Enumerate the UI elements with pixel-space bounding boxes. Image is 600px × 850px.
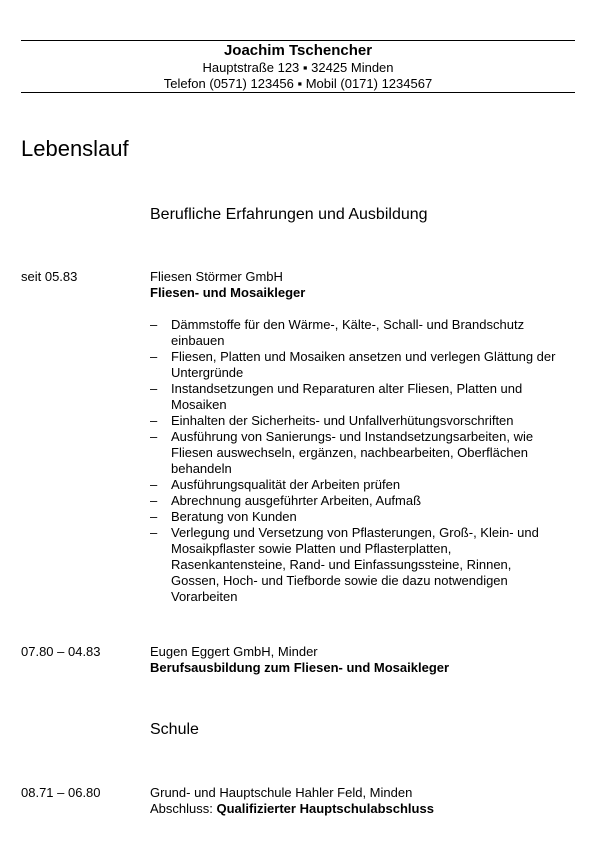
degree-value: Qualifizierter Hauptschulabschluss bbox=[216, 801, 434, 816]
dash-bullet: – bbox=[150, 317, 158, 332]
dash-bullet: – bbox=[150, 429, 158, 444]
school-degree bbox=[150, 801, 434, 817]
dash-bullet: – bbox=[150, 413, 158, 428]
document-title: Lebenslauf bbox=[21, 136, 129, 161]
task-item: – Einhalten der Sicherheits- und Unfallverhütungsvorschriften bbox=[150, 413, 514, 428]
task-item: – Dämmstoffe für den Wärme-, Kälte-, Schall- und Brandschutz einbauen bbox=[150, 317, 525, 348]
entry-date: 07.80 – 04.83 bbox=[21, 644, 101, 659]
entry-company: Fliesen Störmer GmbH bbox=[150, 269, 283, 284]
school-name: Grund- und Hauptschule Hahler Feld, Minden bbox=[150, 785, 413, 800]
applicant-address: Hauptstraße 123 ▪ 32425 Minden bbox=[202, 60, 394, 75]
applicant-phone: Telefon (0571) 123456 ▪ Mobil (0171) 1234567 bbox=[163, 76, 433, 91]
task-item: – Instandsetzungen und Reparaturen alter Fliesen, Platten und Mosaiken bbox=[150, 381, 523, 412]
entry-date: seit 05.83 bbox=[21, 269, 78, 284]
dash-bullet: – bbox=[150, 349, 158, 364]
dash-bullet: – bbox=[150, 509, 158, 524]
dash-bullet: – bbox=[150, 493, 158, 508]
section-heading-school: Schule bbox=[150, 721, 199, 738]
task-item: – Ausführungsqualität der Arbeiten prüfen bbox=[150, 477, 401, 492]
entry-role: Berufsausbildung zum Fliesen- und Mosaikleger bbox=[150, 660, 450, 675]
entry-role: Fliesen- und Mosaikleger bbox=[150, 285, 306, 300]
task-item: – Beratung von Kunden bbox=[150, 509, 297, 524]
task-item: – Ausführung von Sanierungs- und Instandsetzungsarbeiten, wie Fliesen auswechseln, ergänzen, nachbearbeiten, Oberflächen behandeln bbox=[150, 429, 534, 476]
entry-date: 08.71 – 06.80 bbox=[21, 785, 101, 800]
dash-bullet: – bbox=[150, 477, 158, 492]
dash-bullet: – bbox=[150, 381, 158, 396]
dash-bullet: – bbox=[150, 525, 158, 540]
task-item: – Verlegung und Versetzung von Pflasterungen, Groß-, Klein- und Mosaikpflaster sowie Platten und Pflasterplatten, Rasenkantensteine, Rand- und Einfassungssteine, Rinnen, Gossen, Hoch- und Tiefborde sowie die dazu notwendigen Vorarbeiten bbox=[150, 525, 539, 604]
entry-company: Eugen Eggert GmbH, Minder bbox=[150, 644, 318, 659]
header-bottom-rule bbox=[21, 92, 575, 93]
task-item: – Abrechnung ausgeführter Arbeiten, Aufmaß bbox=[150, 493, 422, 508]
task-list bbox=[150, 317, 560, 605]
header-top-rule bbox=[21, 40, 575, 41]
degree-label: Abschluss: bbox=[150, 801, 213, 816]
section-heading-experience: Berufliche Erfahrungen und Ausbildung bbox=[150, 206, 428, 223]
applicant-name: Joachim Tschencher bbox=[223, 42, 373, 59]
task-item: – Fliesen, Platten und Mosaiken ansetzen und verlegen Glättung der Untergründe bbox=[150, 349, 556, 380]
